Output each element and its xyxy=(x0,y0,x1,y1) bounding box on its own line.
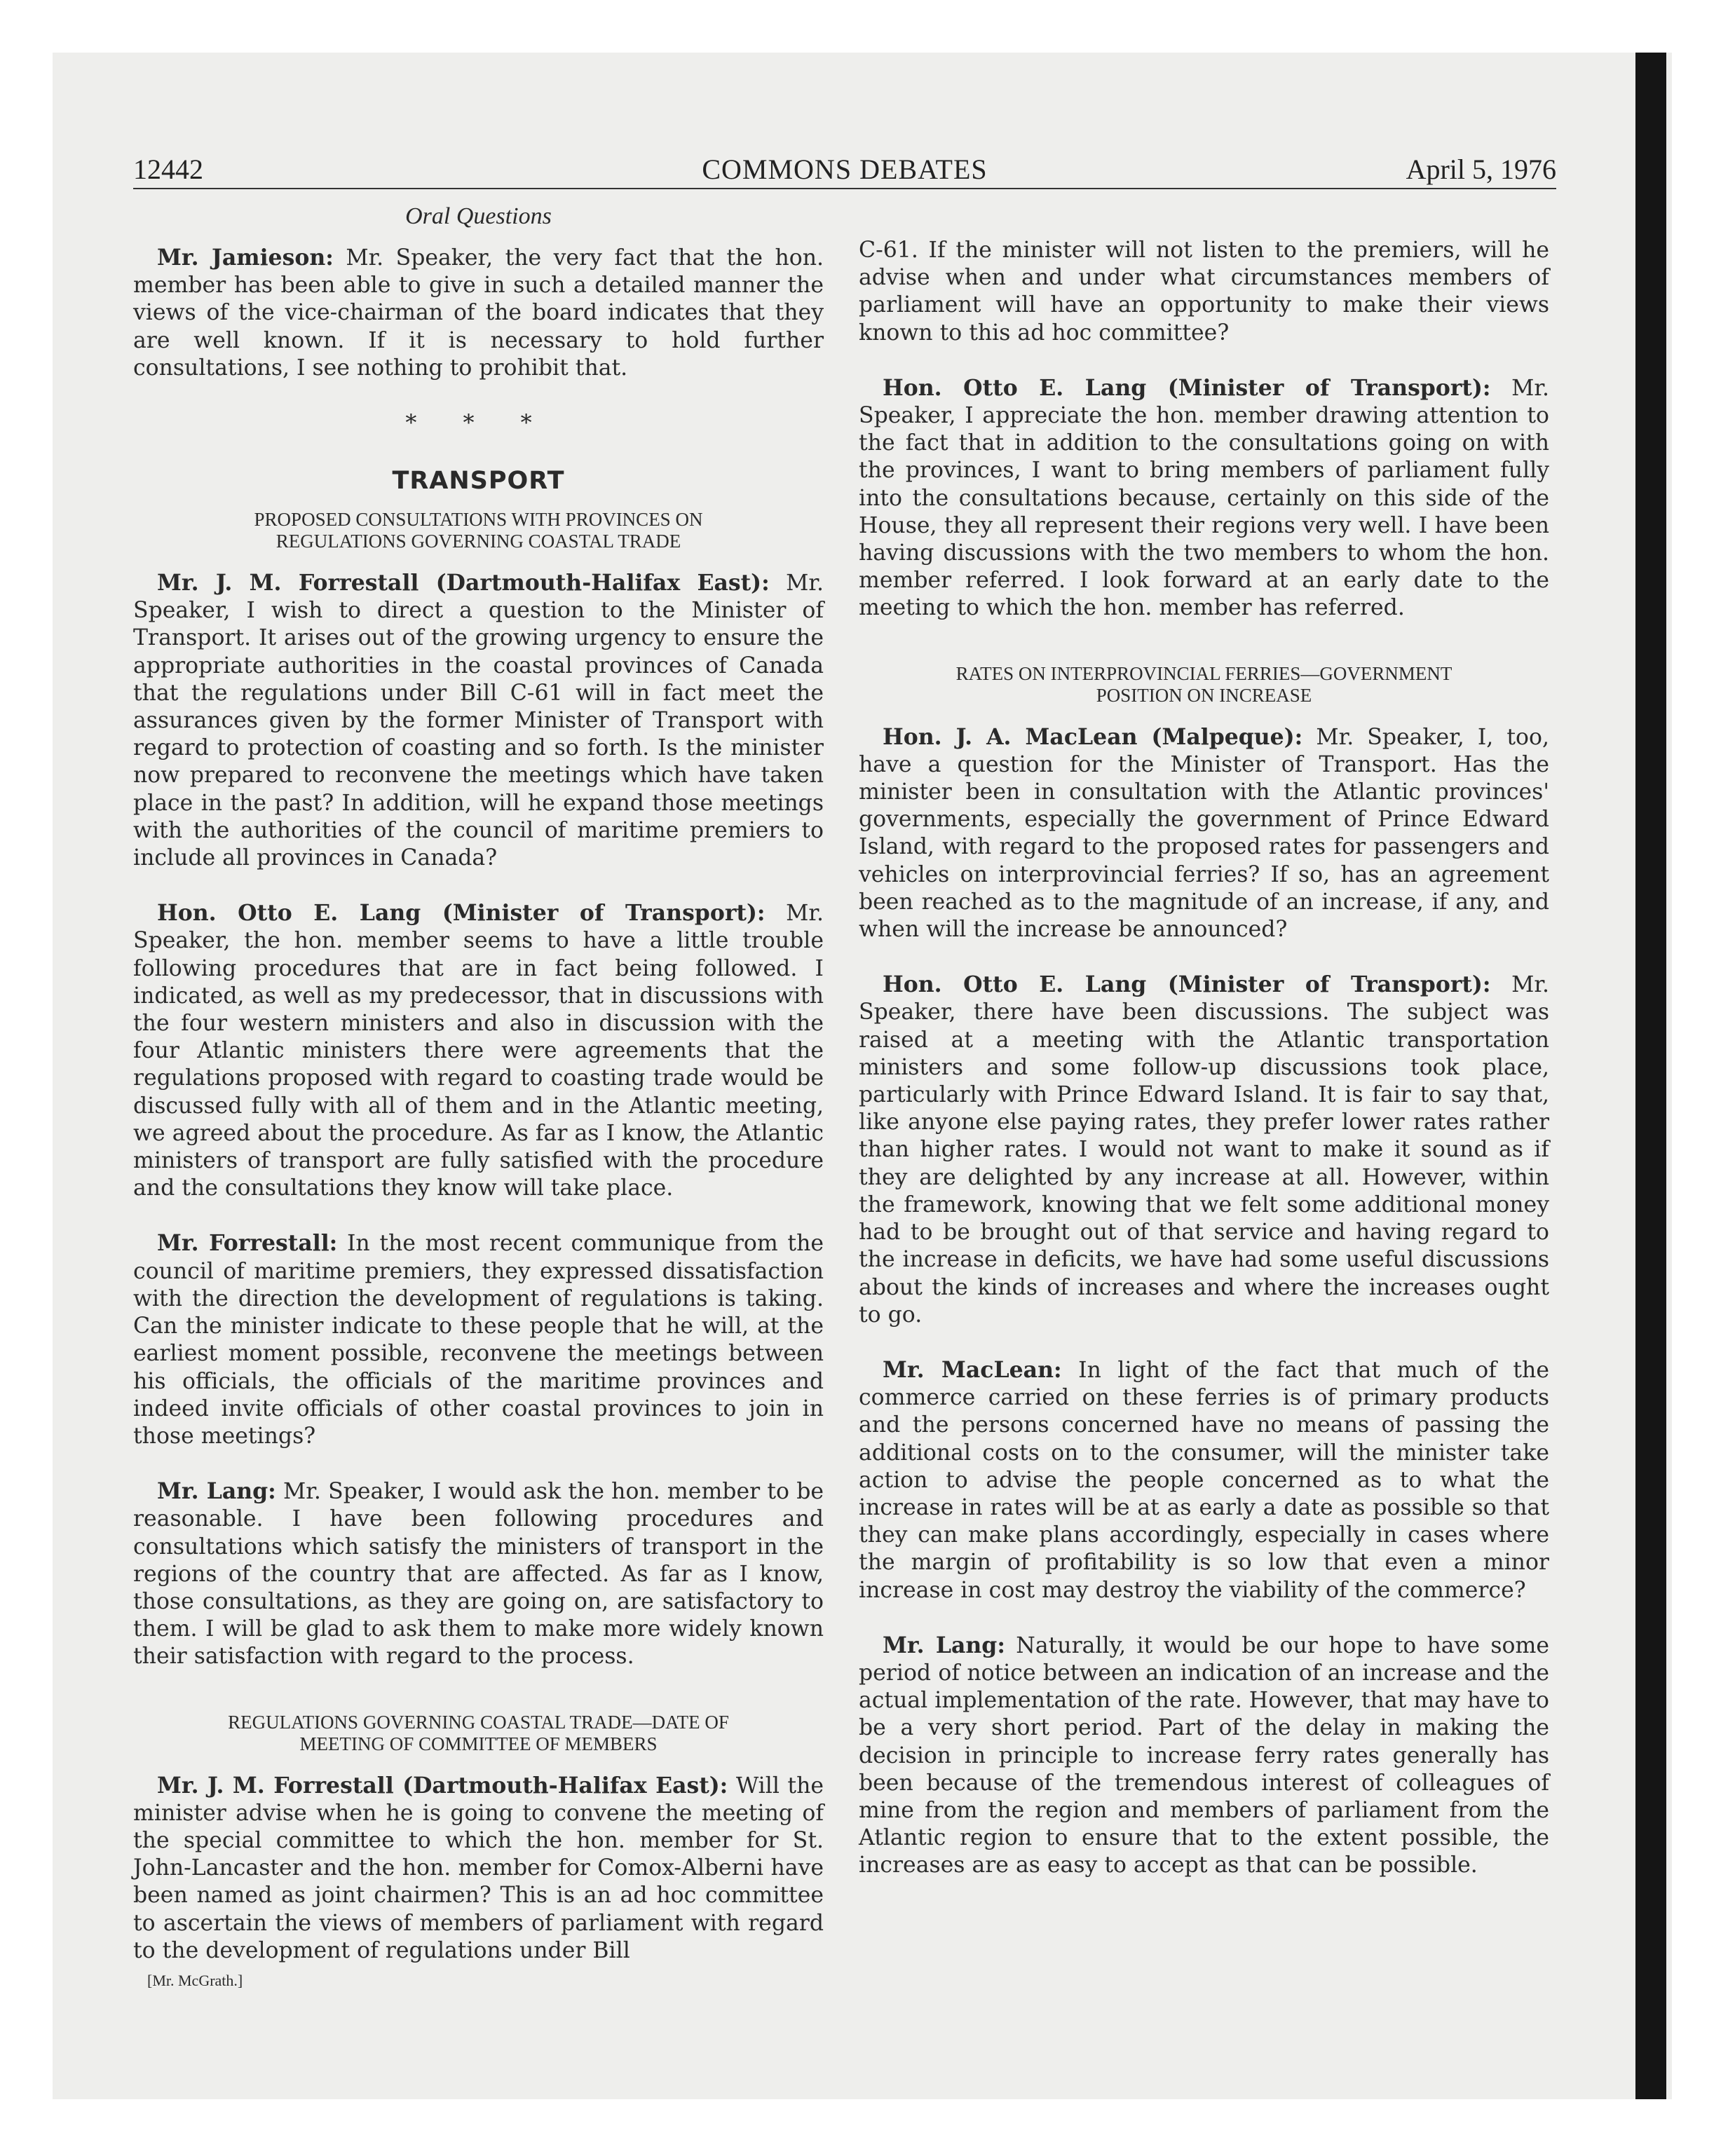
speaker-name: Hon. Otto E. Lang (Minister of Transport): xyxy=(157,900,766,927)
paragraph xyxy=(859,971,1549,1329)
speaker-name: Mr. J. M. Forrestall (Dartmouth-Halifax East): xyxy=(157,570,770,596)
paragraph xyxy=(859,374,1549,622)
speech-text: Mr. Speaker, there have been discussions. The subject was raised at a meeting with the Atlantic transportation ministers and some follow-up discussions took place, particularly with Prince Edward Island. It is fair to say that, like anyone else paying rates, they prefer lower rates rather than higher rates. I would not want to make it sound as if they are delighted by any increase at all. However, within the framework, knowing that we felt some additional money had to be brought out of that service and having regard to the increase in deficits, we have had some useful discussions about the kinds of increases and where the increases ought to go. xyxy=(859,972,1549,1328)
section-separator: * * * xyxy=(405,409,552,437)
paragraph xyxy=(133,569,824,872)
speaker-name: Mr. J. M. Forrestall (Dartmouth-Halifax East): xyxy=(157,1772,728,1799)
footnote: [Mr. McGrath.] xyxy=(147,1971,243,1989)
speaker-name: Hon. Otto E. Lang (Minister of Transport): xyxy=(883,971,1491,998)
speech-text: Mr. Speaker, the hon. member seems to have a little trouble following procedures that are in fact being followed. I indicated, as well as my predecessor, that in discussions with the four western ministers and also in discussion with the four Atlantic ministers there were agreements that the regulations proposed with regard to coasting trade would be discussed fully with all of them and in the Atlantic meeting, we agreed about the procedure. As far as I know, the Atlantic ministers of transport are fully satisfied with the procedure and the consultations they know will take place. xyxy=(133,901,824,1201)
section-label: Oral Questions xyxy=(405,203,552,229)
paragraph xyxy=(859,723,1549,944)
left-column xyxy=(133,203,824,1990)
speech-text: Mr. Speaker, I wish to direct a question to the Minister of Transport. It arises out of the growing urgency to ensure the appropriate authorities in the coastal provinces of Canada that the regulations under Bill C-61 will in fact meet the assurances given by the former Minister of Transport with regard to protection of coasting and so forth. Is the minister now prepared to reconvene the meetings which have taken place in the past? In addition, will he expand those meetings with the authorities of the council of maritime premiers to include all provinces in Canada? xyxy=(133,571,824,871)
topic-heading xyxy=(133,509,824,552)
topic-heading-line: REGULATIONS GOVERNING COASTAL TRADE—DATE OF xyxy=(228,1711,729,1733)
speech-text: C-61. If the minister will not listen to the premiers, will he advise when and under what circumstances members of parliament will have an opportunity to make their views known to this ad hoc committee? xyxy=(859,238,1549,346)
paragraph xyxy=(859,1356,1549,1604)
scan-edge-shadow xyxy=(1635,53,1666,2099)
topic-heading-line: PROPOSED CONSULTATIONS WITH PROVINCES ON xyxy=(254,509,703,531)
speaker-name: Hon. Otto E. Lang (Minister of Transport): xyxy=(883,374,1491,401)
speaker-name: Mr. Forrestall: xyxy=(157,1230,338,1257)
speaker-name: Mr. Lang: xyxy=(883,1632,1005,1658)
speech-text: Naturally, it would be our hope to have some period of notice between an indication of an increase and the actual implementation of the rate. However, that may have to be a very short period. Part of the delay in making the decision in principle to increase ferry rates generally has been because of the tremendous interest of colleagues of mine from the region and members of parliament from the Atlantic region to ensure that to the extent possible, the increases are as easy to accept as that can be possible. xyxy=(859,1632,1550,1878)
topic-heading xyxy=(859,663,1549,707)
speech-text: In light of the fact that much of the commerce carried on these ferries is of primary products and the persons concerned have no means of passing the additional costs on to the consumer, will the minister take action to advise the people concerned as to what the increase in rates will be at as early a date as possible so that they can make plans accordingly, especially in cases where the margin of profitability is so low that even a minor increase in cost may destroy the viability of the commerce? xyxy=(859,1357,1549,1603)
speech-text: Will the minister advise when he is going to convene the meeting of the special committee to which the hon. member for St. John-Lancaster and the hon. member for Comox-Alberni have been named as joint chairmen? This is an ad hoc committee to ascertain the views of members of parliament with regard to the development of regulations under Bill xyxy=(133,1773,824,1963)
topic-heading xyxy=(133,1712,824,1755)
paragraph xyxy=(133,1772,824,1965)
publication-title: COMMONS DEBATES xyxy=(702,153,988,185)
speaker-name: Mr. Lang: xyxy=(157,1478,276,1505)
speech-text: Mr. Speaker, the very fact that the hon. member has been able to give in such a detailed manner the views of the vice-chairman of the board indicates that they are well known. If it is necessary to hold further consultations, I see nothing to prohibit that. xyxy=(133,245,824,381)
paragraph xyxy=(133,1229,824,1450)
page-date: April 5, 1976 xyxy=(1406,153,1556,185)
paragraph xyxy=(133,899,824,1202)
page-header xyxy=(133,153,1556,189)
speaker-name: Mr. MacLean: xyxy=(883,1356,1062,1383)
speech-text: In the most recent communique from the council of maritime premiers, they expressed dissatisfaction with the direction the development of regulations is taking. Can the minister indicate to these people that he will, at the earliest moment possible, reconvene the meetings between his officials, the officials of the maritime provinces and indeed invite officials of other coastal provinces to join in those meetings? xyxy=(133,1231,824,1449)
topic-heading-line: RATES ON INTERPROVINCIAL FERRIES—GOVERNMENT xyxy=(955,662,1452,684)
page-number: 12442 xyxy=(133,153,203,185)
right-column xyxy=(859,237,1549,1880)
topic-heading-line: MEETING OF COMMITTEE OF MEMBERS xyxy=(299,1733,658,1754)
topic-heading-line: REGULATIONS GOVERNING COASTAL TRADE xyxy=(275,531,681,552)
topic-heading-line: POSITION ON INCREASE xyxy=(1096,684,1312,706)
speech-text: Mr. Speaker, I, too, have a question for the Minister of Transport. Has the minister been in consultation with the Atlantic provinces' governments, especially the government of Prince Edward Island, with regard to the proposed rates for passengers and vehicles on interprovincial ferries? If so, has an agreement been reached as to the magnitude of an increase, if any, and when will the increase be announced? xyxy=(859,724,1549,943)
speaker-name: Hon. J. A. MacLean (Malpeque): xyxy=(883,723,1303,750)
paragraph xyxy=(859,237,1549,347)
paragraph xyxy=(133,244,824,382)
section-heading: TRANSPORT xyxy=(392,467,565,496)
paragraph xyxy=(859,1632,1549,1880)
paragraph xyxy=(133,1478,824,1670)
speech-text: Mr. Speaker, I appreciate the hon. member drawing attention to the fact that in addition to the consultations going on with the provinces, I want to bring members of parliament fully into the consultations because, certainly on this side of the House, they all represent their regions very well. I have been having discussions with the two members to whom the hon. member referred. I look forward at an early date to the meeting to which the hon. member has referred. xyxy=(859,375,1549,621)
speaker-name: Mr. Jamieson: xyxy=(157,245,334,271)
speech-text: Mr. Speaker, I would ask the hon. member to be reasonable. I have been following procedures and consultations which satisfy the ministers of transport in the regions of the country that are affected. As far as I know, those consultations, as they are going on, are satisfactory to them. I will be glad to ask them to make more widely known their satisfaction with regard to the process. xyxy=(133,1479,824,1670)
